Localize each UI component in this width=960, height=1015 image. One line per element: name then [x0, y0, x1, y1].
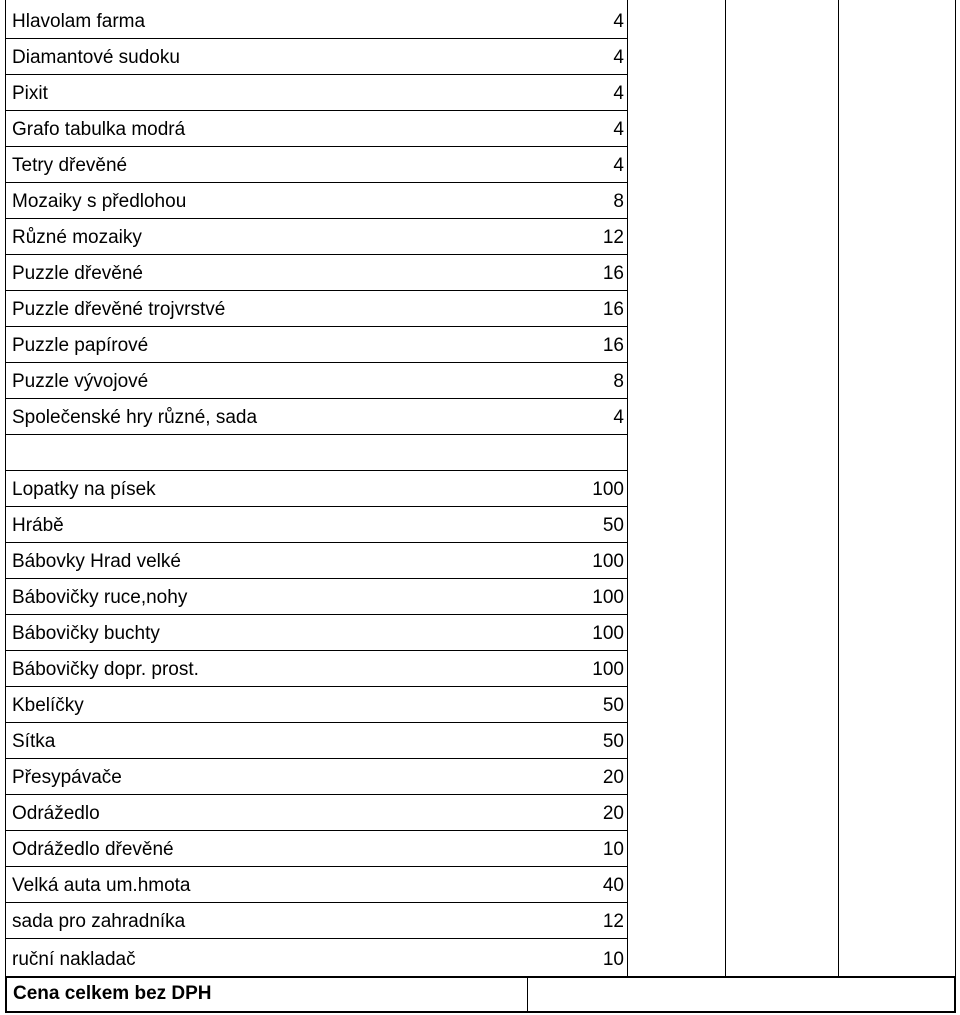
item-qty-cell [527, 506, 632, 542]
item-quantity: 100 [592, 587, 624, 608]
item-qty-cell [527, 794, 632, 830]
item-quantity: 100 [592, 623, 624, 644]
row-divider [5, 146, 627, 147]
item-name: sada pro zahradníka [12, 911, 186, 932]
row-divider [5, 74, 627, 75]
table-row [5, 902, 955, 938]
item-name: Tetry dřevěné [12, 155, 128, 176]
item-qty-cell [527, 650, 632, 686]
row-divider [5, 722, 627, 723]
item-qty-cell [527, 254, 632, 290]
item-quantity: 16 [602, 299, 624, 320]
row-divider [5, 758, 627, 759]
item-name: Grafo tabulka modrá [12, 119, 186, 140]
item-qty-cell [527, 146, 632, 182]
item-quantity: 10 [602, 949, 624, 970]
row-divider [5, 578, 627, 579]
item-qty-cell [527, 434, 632, 470]
row-divider [5, 686, 627, 687]
item-name: Hlavolam farma [12, 11, 146, 32]
table-row [5, 254, 955, 290]
item-quantity: 50 [602, 695, 624, 716]
table-row [5, 866, 955, 902]
row-divider [5, 254, 627, 255]
row-divider [5, 182, 627, 183]
row-divider [5, 362, 627, 363]
row-divider [5, 938, 627, 939]
table-row [5, 290, 955, 326]
item-name: Puzzle dřevěné [12, 263, 143, 284]
item-name: Odrážedlo [12, 803, 100, 824]
item-name: Puzzle vývojové [12, 371, 149, 392]
item-qty-cell [527, 182, 632, 218]
row-divider [5, 326, 627, 327]
item-name: Přesypávače [12, 767, 122, 788]
item-quantity: 16 [602, 335, 624, 356]
table-row [5, 218, 955, 254]
row-divider [5, 398, 627, 399]
row-divider [5, 542, 627, 543]
row-divider [5, 830, 627, 831]
table-row [5, 722, 955, 758]
item-name: Odrážedlo dřevěné [12, 839, 174, 860]
table-row [5, 614, 955, 650]
item-qty-cell [527, 902, 632, 938]
item-qty-cell [527, 614, 632, 650]
row-divider [5, 470, 627, 471]
item-qty-cell [527, 542, 632, 578]
table-row [5, 830, 955, 866]
row-divider [5, 614, 627, 615]
item-qty-cell [527, 74, 632, 110]
item-name: Bábovky Hrad velké [12, 551, 181, 572]
item-qty-cell [527, 0, 632, 38]
item-quantity: 12 [602, 911, 624, 932]
item-name: Bábovičky buchty [12, 623, 160, 644]
empty-row [5, 434, 955, 470]
item-name: ruční nakladač [12, 949, 136, 970]
row-divider [5, 866, 627, 867]
table-row [5, 110, 955, 146]
row-divider [5, 434, 627, 435]
item-quantity: 16 [602, 263, 624, 284]
item-qty-cell [527, 686, 632, 722]
item-name: Pixit [12, 83, 48, 104]
row-divider [5, 218, 627, 219]
item-name: Společenské hry různé, sada [12, 407, 258, 428]
item-quantity: 40 [602, 875, 624, 896]
table-row [5, 578, 955, 614]
item-quantity: 8 [613, 191, 624, 212]
table-row [5, 74, 955, 110]
item-qty-cell [527, 110, 632, 146]
column-divider [838, 0, 839, 976]
table-row [5, 326, 955, 362]
item-quantity: 50 [602, 731, 624, 752]
item-quantity: 4 [613, 155, 624, 176]
item-quantity: 4 [613, 119, 624, 140]
item-qty-cell [527, 722, 632, 758]
item-quantity: 100 [592, 659, 624, 680]
row-divider [5, 38, 627, 39]
item-name: Různé mozaiky [12, 227, 142, 248]
item-qty-cell [527, 290, 632, 326]
item-name: Bábovičky dopr. prost. [12, 659, 199, 680]
item-name: Mozaiky s předlohou [12, 191, 187, 212]
item-quantity: 20 [602, 767, 624, 788]
item-qty-cell [527, 578, 632, 614]
item-name: Kbelíčky [12, 695, 84, 716]
item-name: Velká auta um.hmota [12, 875, 191, 896]
table-row [5, 794, 955, 830]
table-row [5, 506, 955, 542]
table-row [5, 146, 955, 182]
table-row [5, 470, 955, 506]
item-quantity: 12 [602, 227, 624, 248]
row-divider [5, 902, 627, 903]
item-qty-cell [527, 938, 632, 976]
table-row [5, 0, 955, 38]
item-quantity: 20 [602, 803, 624, 824]
item-qty-cell [527, 362, 632, 398]
item-qty-cell [527, 218, 632, 254]
item-quantity: 100 [592, 551, 624, 572]
item-name: Sítka [12, 731, 56, 752]
table-row [5, 938, 955, 976]
item-qty-cell [527, 830, 632, 866]
row-divider [5, 794, 627, 795]
item-quantity: 8 [613, 371, 624, 392]
total-label: Cena celkem bez DPH [13, 983, 212, 1004]
item-qty-cell [527, 326, 632, 362]
item-name: Diamantové sudoku [12, 47, 180, 68]
item-qty-cell [527, 398, 632, 434]
item-quantity: 50 [602, 515, 624, 536]
total-divider [527, 978, 528, 1011]
item-qty-cell [527, 470, 632, 506]
column-divider [627, 0, 628, 976]
item-name: Hrábě [12, 515, 64, 536]
item-quantity: 4 [613, 47, 624, 68]
table-row [5, 650, 955, 686]
row-divider [5, 110, 627, 111]
row-divider [5, 506, 627, 507]
item-quantity: 10 [602, 839, 624, 860]
row-divider [5, 650, 627, 651]
item-quantity: 4 [613, 11, 624, 32]
table-row [5, 362, 955, 398]
table-row [5, 398, 955, 434]
column-divider [5, 0, 6, 976]
table-row [5, 542, 955, 578]
item-qty-cell [527, 866, 632, 902]
row-divider [5, 290, 627, 291]
item-name: Lopatky na písek [12, 479, 156, 500]
table-row [5, 38, 955, 74]
item-qty-cell [527, 758, 632, 794]
item-quantity: 4 [613, 83, 624, 104]
column-divider [955, 0, 956, 976]
column-divider [725, 0, 726, 976]
item-quantity: 4 [613, 407, 624, 428]
item-name: Puzzle dřevěné trojvrstvé [12, 299, 226, 320]
table-row [5, 182, 955, 218]
table-row [5, 758, 955, 794]
total-row [5, 976, 956, 1013]
item-name: Bábovičky ruce,nohy [12, 587, 188, 608]
item-quantity: 100 [592, 479, 624, 500]
item-qty-cell [527, 38, 632, 74]
item-name: Puzzle papírové [12, 335, 149, 356]
table-row [5, 686, 955, 722]
